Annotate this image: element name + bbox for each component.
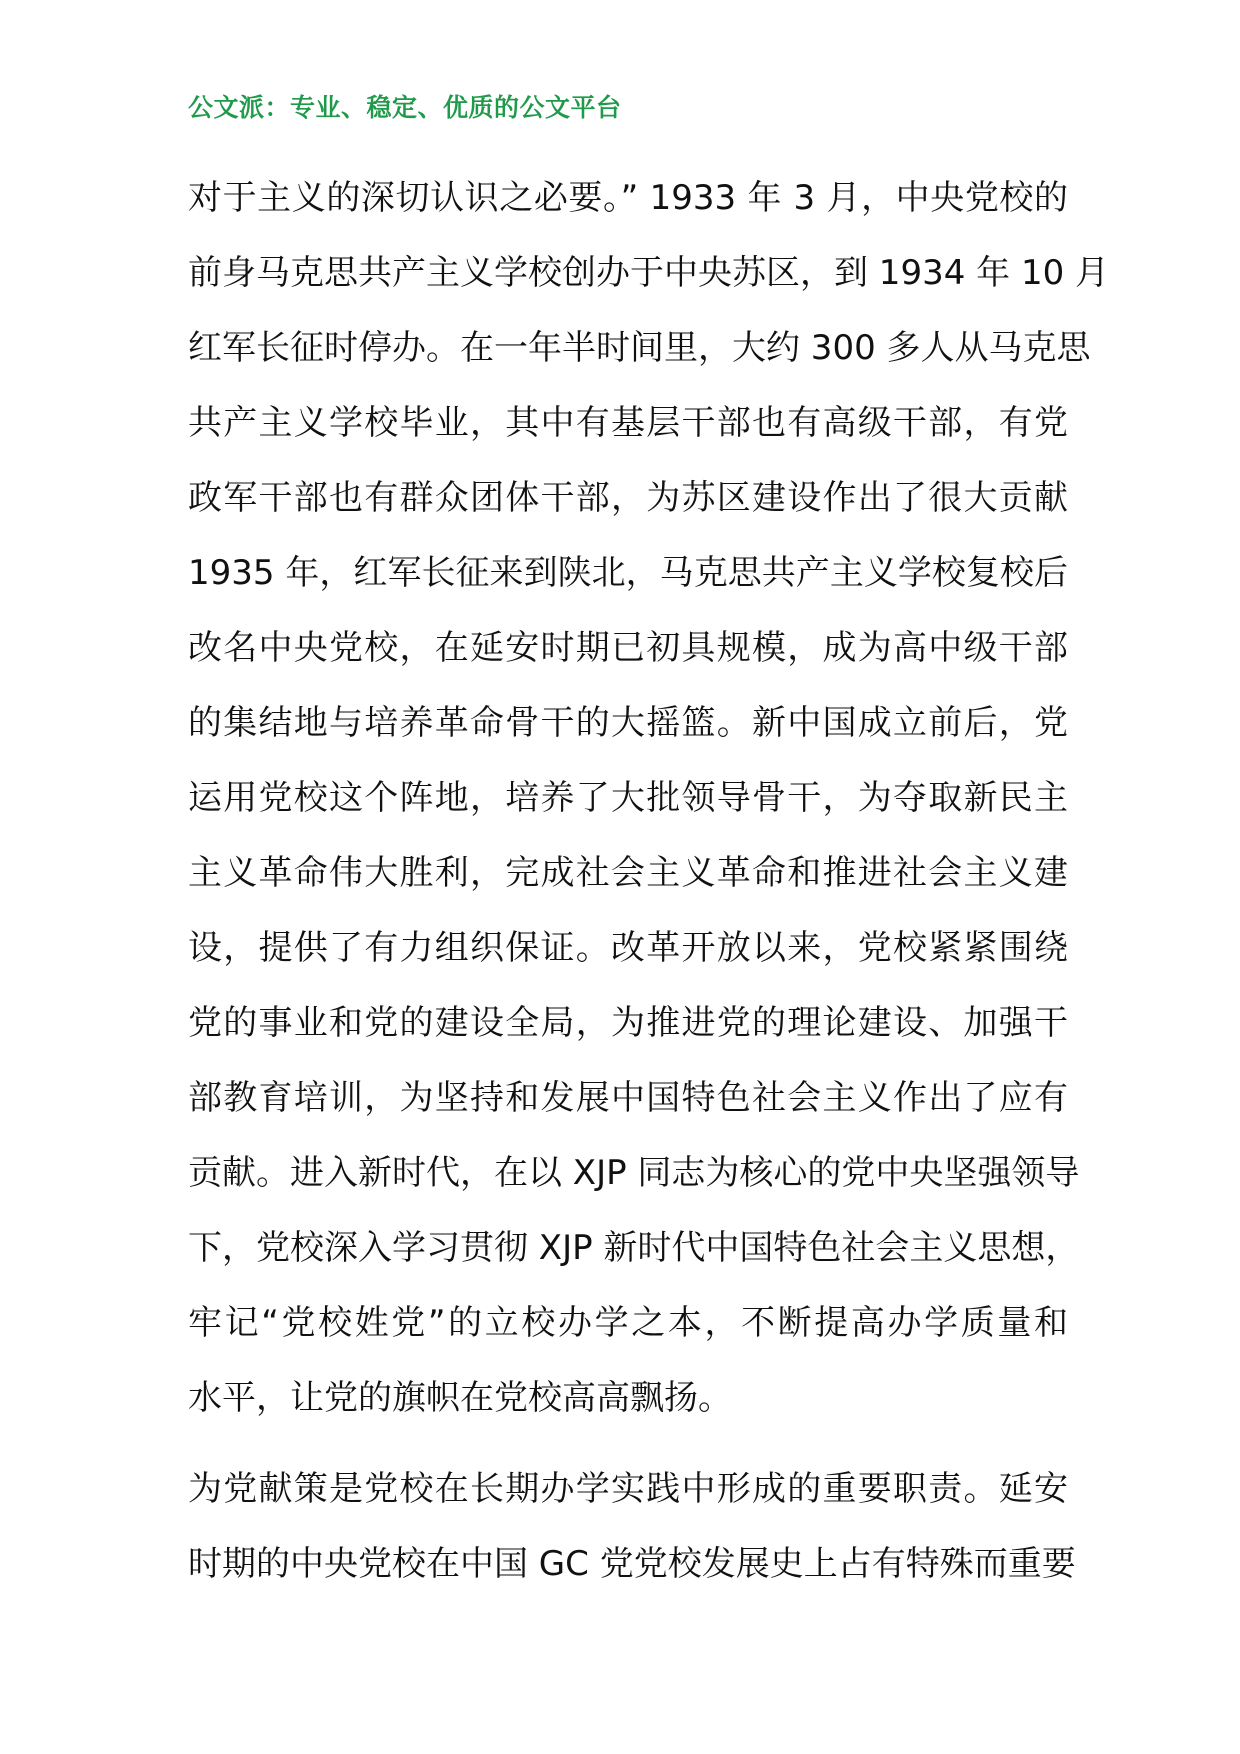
text-line: 政军干部也有群众团体干部，为苏区建设作出了很大贡献: [188, 478, 1068, 518]
text-line: 对于主义的深切认识之必要。” 1933 年 3 月，中央党校的: [188, 178, 1068, 218]
text-line: 下，党校深入学习贯彻 XJP 新时代中国特色社会主义思想，: [188, 1228, 1080, 1268]
text-line: 时期的中央党校在中国 GC 党党校发展史上占有特殊而重要: [188, 1544, 1076, 1584]
text-line: 共产主义学校毕业，其中有基层干部也有高级干部，有党: [188, 403, 1068, 443]
text-line: 前身马克思共产主义学校创办于中央苏区，到 1934 年 10 月: [188, 253, 1110, 293]
text-line: 牢记“党校姓党”的立校办学之本，不断提高办学质量和: [188, 1303, 1068, 1343]
text-line: 运用党校这个阵地，培养了大批领导骨干，为夺取新民主: [188, 778, 1068, 818]
text-line: 设，提供了有力组织保证。改革开放以来，党校紧紧围绕: [188, 928, 1068, 968]
text-line: 主义革命伟大胜利，完成社会主义革命和推进社会主义建: [188, 853, 1068, 893]
text-line: 部教育培训，为坚持和发展中国特色社会主义作出了应有: [188, 1078, 1068, 1118]
paragraph: [188, 170, 1110, 1445]
text-line: 为党献策是党校在长期办学实践中形成的重要职责。延安: [188, 1469, 1068, 1509]
site-header: 公文派：专业、稳定、优质的公文平台: [188, 93, 622, 122]
paragraph: [188, 1461, 1076, 1611]
text-line: 红军长征时停办。在一年半时间里，大约 300 多人从马克思: [188, 328, 1091, 368]
paragraph-gap: [188, 1445, 1068, 1461]
text-line: 改名中央党校，在延安时期已初具规模，成为高中级干部: [188, 628, 1068, 668]
text-line: 1935 年，红军长征来到陕北，马克思共产主义学校复校后: [188, 553, 1068, 593]
body-text: [188, 170, 1110, 1611]
text-line: 水平，让党的旗帜在党校高高飘扬。: [188, 1378, 732, 1418]
text-line: 贡献。进入新时代，在以 XJP 同志为核心的党中央坚强领导: [188, 1153, 1080, 1193]
text-line: 的集结地与培养革命骨干的大摇篮。新中国成立前后，党: [188, 703, 1068, 743]
text-line: 党的事业和党的建设全局，为推进党的理论建设、加强干: [188, 1003, 1068, 1043]
